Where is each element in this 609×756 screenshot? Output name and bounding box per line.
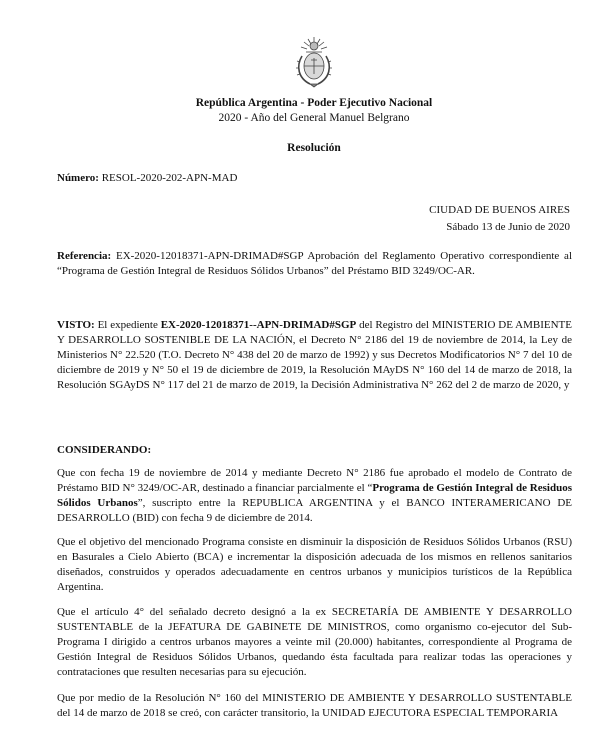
date: Sábado 13 de Junio de 2020 — [446, 221, 570, 233]
considerando-paragraph-3: Que el artículo 4° del señalado decreto designó a la ex SECRETARÍA DE AMBIENTE Y DESARROLLO SUSTENTABLE de la JEFATURA DE GABINETE DE MINISTROS, como organismo co-ejecutor del Sub-Programa I dirigido a centros urbanos mayores a veinte mil (20.000) habitantes, correspondiente al Programa de Gestión Integral de Residuos Sólidos Urbanos, quedando ésta facultada para realizar todas las operaciones y contrataciones que resulten necesarias para su ejecución. — [57, 606, 572, 678]
visto-label: VISTO: — [57, 319, 95, 331]
reference — [57, 249, 572, 279]
document-number — [57, 171, 237, 186]
p1-text-a: Que con fecha 19 de noviembre de 2014 y mediante Decreto N° 2186 fue aprobado el modelo de Contrato de Préstamo BID N° 3249/OC-AR, destinado a financiar parcialmente el “ — [57, 467, 572, 494]
reference-line-1 — [57, 249, 572, 264]
visto-text-1: El expediente — [94, 319, 161, 331]
number-label: Número: — [57, 172, 99, 184]
issuer-title: República Argentina - Poder Ejecutivo Nacional — [195, 97, 433, 109]
considerando-paragraph-4: Que por medio de la Resolución N° 160 del MINISTERIO DE AMBIENTE Y DESARROLLO SUSTENTABLE del 14 de marzo de 2018 se creó, con carácter transitorio, la UNIDAD EJECUTORA ESPECIAL TEMPORARIA — [57, 692, 572, 719]
city: CIUDAD DE BUENOS AIRES — [429, 204, 570, 216]
reference-label: Referencia: — [57, 250, 112, 262]
number-value: RESOL-2020-202-APN-MAD — [101, 172, 238, 184]
considerando-paragraph-1 — [57, 466, 572, 526]
visto-text-2: del Registro del MINISTERIO DE AMBIENTE Y DESARROLLO SOSTENIBLE DE LA NACIÓN, el Decreto N° 2186 del 19 de noviembre de 2014, la Ley de Ministerios N° 22.520 (T.O. Decreto N° 438 del 20 de marzo de 1992) y sus Decretos Modificatorios N° 7 del 10 de diciembre de 2019 y N° 50 el 19 de diciembre de 2019, la Resolución MAyDS N° 160 del 14 de marzo de 2018, la Resolución SGAyDS N° 117 del 21 de marzo de 2019, la Decisión Administrativa N° 262 del 2 de marzo de 2020, y — [57, 319, 572, 391]
year-motto: 2020 - Año del General Manuel Belgrano — [218, 112, 410, 124]
reference-text-2: “Programa de Gestión Integral de Residuos Sólidos Urbanos” del Préstamo BID 3249/OC-AR. — [57, 265, 475, 277]
argentina-coat-of-arms-icon — [292, 34, 336, 90]
visto-expediente: EX-2020-12018371--APN-DRIMAD#SGP — [160, 319, 357, 331]
document-type: Resolución — [287, 142, 341, 154]
reference-text-1: EX-2020-12018371-APN-DRIMAD#SGP Aprobación del Reglamento Operativo correspondiente al — [115, 250, 572, 262]
visto-paragraph — [57, 318, 572, 393]
p1-text-b: ”, suscripto entre la REPUBLICA ARGENTINA y el BANCO INTERAMERICANO DE DESARROLLO (BID) con fecha 9 de diciembre de 2014. — [57, 497, 572, 524]
program-name: Programa de Gestión Integral de Residuos Sólidos Urbanos — [57, 482, 572, 509]
considerando-paragraph-2: Que el objetivo del mencionado Programa consiste en disminuir la disposición de Residuos Sólidos Urbanos (RSU) en Basurales a Cielo Abierto (BCA) e incrementar la disposición adecuada de los mismos en rellenos sanitarios diseñados, construidos y operados adecuadamente en centros urbanos y municipios turísticos de la República Argentina. — [57, 536, 572, 593]
considerando-heading: CONSIDERANDO: — [57, 444, 152, 456]
